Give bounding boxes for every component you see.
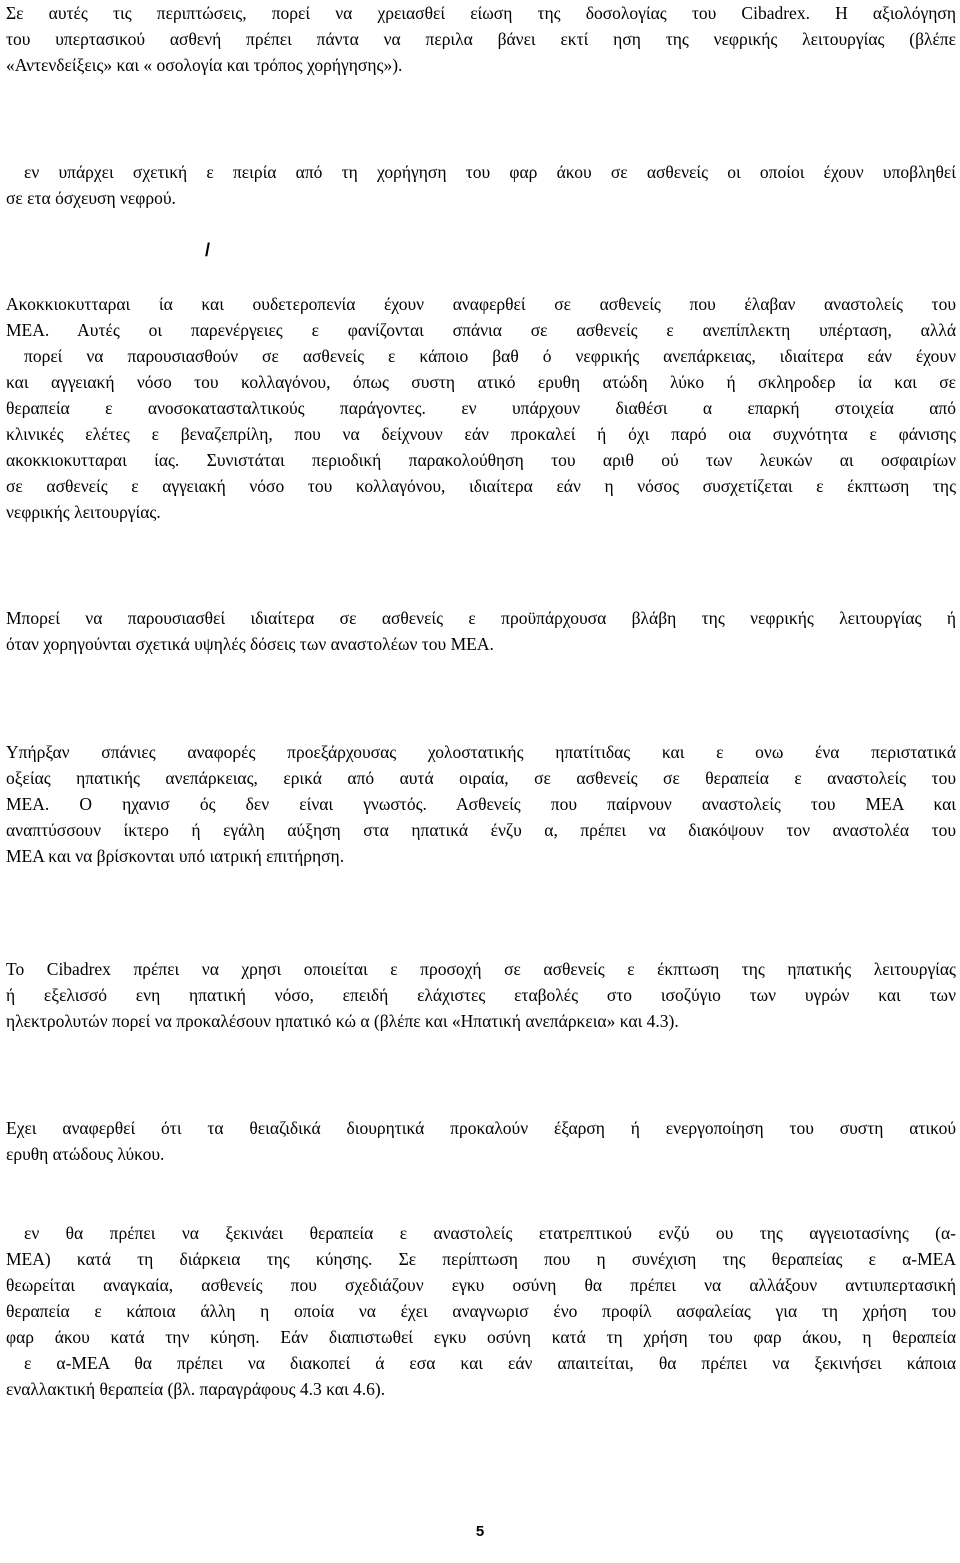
text-line: «Αντενδείξεις» και « οσολογία και τρόπος χορήγησης»). [6,55,403,75]
section-marker: / [205,240,211,260]
text-line: Υπήρξαν σπάνιες αναφορές προεξάρχουσας χολοστατικής ηπατίτιδας και ε ονω ένα περιστατικά [6,742,956,762]
text-line: Σε αυτές τις περιπτώσεις, πορεί να χρειασθεί είωση της δοσολογίας του Cibadrex. Η αξιολόγηση [6,3,956,23]
text-line: ή εξελισσό ενη ηπατική νόσο, επειδή ελάχιστες εταβολές στο ισοζύγιο των υγρών και των [6,985,956,1005]
text-line: θεραπεία ε ανοσοκατασταλτικούς παράγοντες. εν υπάρχουν διαθέσι α επαρκή στοιχεία από [6,398,956,418]
text-line: πορεί να παρουσιασθούν σε ασθενείς ε κάποιο βαθ ό νεφρικής ανεπάρκειας, ιδιαίτερα εάν έχουν [24,346,956,366]
text-line: Το Cibadrex πρέπει να χρησι οποιείται ε προσοχή σε ασθενείς ε έκπτωση της ηπατικής λειτουργίας [6,959,956,979]
text-line: φαρ άκου κατά την κύηση. Εάν διαπιστωθεί εγκυ οσύνη κατά τη χρήση του φαρ άκου, η θεραπεία [6,1327,956,1347]
text-line: ΜΕΑ) κατά τη διάρκεια της κύησης. Σε περίπτωση που η συνέχιση της θεραπείας ε α-ΜΕΑ [6,1249,956,1269]
text-line: Εχει αναφερθεί ότι τα θειαζιδικά διουρητικά προκαλούν έξαρση ή ενεργοποίηση του συστη ατικού [6,1118,956,1138]
text-line: Ακοκκιοκυτταραι ία και ουδετεροπενία έχουν αναφερθεί σε ασθενείς που έλαβαν αναστολείς του [6,294,956,314]
text-line: αναπτύσσουν ίκτερο ή εγάλη αύξηση στα ηπατικά ένζυ α, πρέπει να διακόψουν τον αναστολέα του [6,820,956,840]
text-line: και αγγειακή νόσο του κολλαγόνου, όπως συστη ατικό ερυθη ατώδη λύκο ή σκληροδερ ία και σε [6,372,956,392]
text-line: ΜΕΑ. Ο ηχανισ ός δεν είναι γνωστός. Ασθενείς που παίρνουν αναστολείς του ΜΕΑ και [6,794,956,814]
text-line: θεωρείται αναγκαία, ασθενείς που σχεδιάζουν εγκυ οσύνη θα πρέπει να αλλάξουν αντιυπερτασική [6,1275,956,1295]
paragraph-lupus [6,1115,956,1167]
text-line: ερυθη ατώδους λύκου. [6,1144,165,1164]
paragraph-pregnancy [6,1220,956,1402]
text-line: όταν χορηγούνται σχετικά υψηλές δόσεις των αναστολέων του ΜΕΑ. [6,634,494,654]
text-line: ε α-ΜΕΑ θα πρέπει να διακοπεί ά εσα και εάν απαιτείται, θα πρέπει να ξεκινήσει κάποια [24,1353,956,1373]
text-line: ΜΕΑ. Αυτές οι παρενέργειες ε φανίζονται σπάνια σε ασθενείς ε ανεπίπλεκτη υπέρταση, αλλά [6,320,956,340]
text-line: θεραπεία ε κάποια άλλη η οποία να έχει αναγνωρισ ένο προφίλ ασφαλείας για τη χρήση του [6,1301,956,1321]
text-line: ηλεκτρολυτών πορεί να προκαλέσουν ηπατικό κώ α (βλέπε και «Ηπατική ανεπάρκεια» και 4.3). [6,1011,679,1031]
text-line: Μπορεί να παρουσιασθεί ιδιαίτερα σε ασθενείς ε προϋπάρχουσα βλάβη της νεφρικής λειτουργίας ή [6,608,956,628]
paragraph-hepatitis [6,739,956,869]
text-line: ακοκκιοκυτταραι ίας. Συνιστάται περιοδική παρακολούθηση του αριθ ού των λευκών αι οσφαιρίων [6,450,956,470]
text-line: εναλλακτική θεραπεία (βλ. παραγράφους 4.3 και 4.6). [6,1379,386,1399]
text-line: νεφρικής λειτουργίας. [6,502,161,522]
text-line: εν υπάρχει σχετική ε πειρία από τη χορήγηση του φαρ άκου σε ασθενείς οι οποίοι έχουν υποβληθεί [24,162,956,182]
text-line: ΜΕΑ και να βρίσκονται υπό ιατρική επιτήρηση. [6,846,345,866]
paragraph-renal-impairment [6,605,956,657]
text-line: εν θα πρέπει να ξεκινάει θεραπεία ε αναστολείς ετατρεπτικού ενζύ ου της αγγειοτασίνης (α- [24,1223,956,1243]
paragraph-hepatic-impairment [6,956,956,1034]
paragraph-dose-reduction [6,0,956,78]
paragraph-kidney-transplant [6,159,956,211]
paragraph-agranulocytosis [6,291,956,525]
text-line: κλινικές ελέτες ε βεναζεπρίλη, που να δείχνουν εάν προκαλεί ή όχι παρό οια συχνότητα ε φάνισης [6,424,956,444]
text-line: σε ασθενείς ε αγγειακή νόσο του κολλαγόνου, ιδιαίτερα εάν η νόσος συσχετίζεται ε έκπτωση της [6,476,956,496]
text-line: του υπερτασικού ασθενή πρέπει πάντα να περιλα βάνει εκτί ηση της νεφρικής λειτουργίας (βλέπε [6,29,956,49]
page-number: 5 [475,1523,485,1540]
text-line: σε ετα όσχευση νεφρού. [6,188,176,208]
text-line: οξείας ηπατικής ανεπάρκειας, ερικά από αυτά οιραία, σε ασθενείς σε θεραπεία ε αναστολείς του [6,768,956,788]
